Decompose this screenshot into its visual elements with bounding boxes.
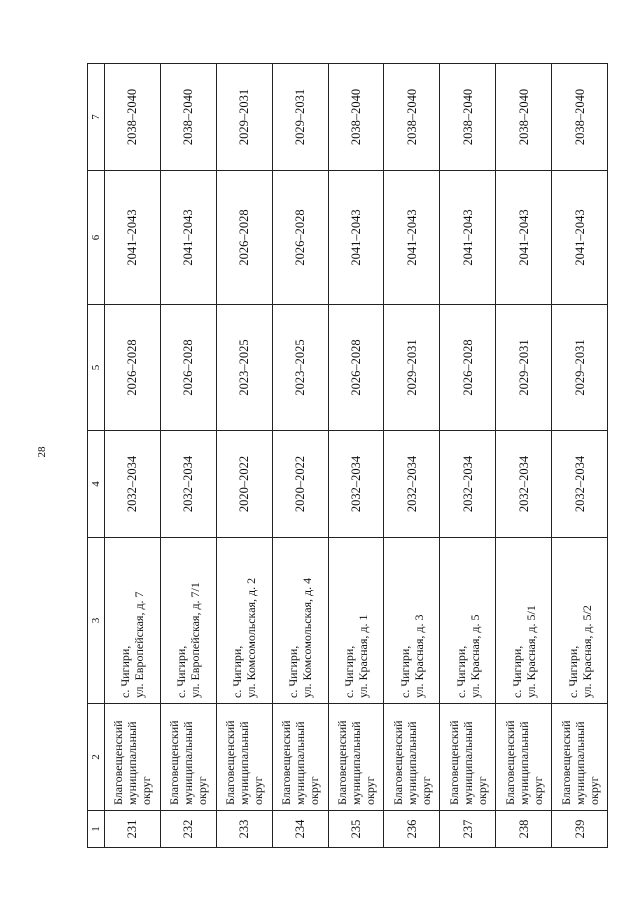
address-cell	[440, 538, 496, 704]
table-row	[384, 64, 440, 848]
column-header: 7	[88, 64, 105, 171]
address-cell	[216, 538, 272, 704]
table-row	[328, 64, 384, 848]
district-line: округ	[586, 776, 601, 805]
address-line: ул. Красная, д. 5	[467, 614, 482, 698]
address-line: ул. Комсомольская, д. 2	[244, 577, 259, 698]
period-col-7: 2038–2040	[440, 64, 496, 171]
district-line: округ	[139, 776, 154, 805]
district-cell	[272, 704, 328, 811]
table-row	[496, 64, 552, 848]
district-cell	[160, 704, 216, 811]
address-line: с. Чигири,	[174, 645, 189, 698]
row-number: 234	[272, 811, 328, 848]
district-cell	[552, 704, 608, 811]
address-line: ул. Красная, д. 5/1	[523, 605, 538, 698]
row-number: 236	[384, 811, 440, 848]
period-col-7: 2038–2040	[328, 64, 384, 171]
period-col-6: 2041–2043	[328, 171, 384, 305]
row-number: 237	[440, 811, 496, 848]
address-cell	[384, 538, 440, 704]
address-cell	[328, 538, 384, 704]
period-col-4: 2032–2034	[496, 431, 552, 538]
period-col-6: 2041–2043	[105, 171, 161, 305]
district-line: Благовещенский	[390, 720, 405, 805]
period-col-4: 2020–2022	[216, 431, 272, 538]
schedule-table	[87, 63, 608, 848]
address-cell	[272, 538, 328, 704]
period-col-4: 2032–2034	[440, 431, 496, 538]
period-col-5: 2026–2028	[440, 305, 496, 431]
address-line: с. Чигири,	[341, 645, 356, 698]
address-line: ул. Красная, д. 1	[355, 614, 370, 698]
district-cell	[216, 704, 272, 811]
period-col-4: 2032–2034	[328, 431, 384, 538]
district-line: Благовещенский	[111, 720, 126, 805]
district-line: Благовещенский	[223, 720, 238, 805]
period-col-4: 2020–2022	[272, 431, 328, 538]
address-cell	[552, 538, 608, 704]
table-row	[160, 64, 216, 848]
address-cell	[105, 538, 161, 704]
district-line: муниципальный	[348, 721, 363, 805]
column-header: 3	[88, 538, 105, 704]
row-number: 232	[160, 811, 216, 848]
period-col-7: 2029–2031	[216, 64, 272, 171]
table-row	[272, 64, 328, 848]
period-col-7: 2038–2040	[552, 64, 608, 171]
district-line: округ	[474, 776, 489, 805]
district-line: округ	[307, 776, 322, 805]
address-line: с. Чигири,	[397, 645, 412, 698]
row-number: 235	[328, 811, 384, 848]
table-row	[552, 64, 608, 848]
column-header: 2	[88, 704, 105, 811]
address-line: с. Чигири,	[453, 645, 468, 698]
period-col-7: 2038–2040	[105, 64, 161, 171]
column-header: 5	[88, 305, 105, 431]
period-col-7: 2038–2040	[384, 64, 440, 171]
period-col-5: 2023–2025	[272, 305, 328, 431]
period-col-5: 2029–2031	[496, 305, 552, 431]
district-line: Благовещенский	[279, 720, 294, 805]
period-col-6: 2041–2043	[160, 171, 216, 305]
address-line: с. Чигири,	[286, 645, 301, 698]
period-col-6: 2041–2043	[384, 171, 440, 305]
table-row	[105, 64, 161, 848]
district-line: округ	[530, 776, 545, 805]
period-col-4: 2032–2034	[160, 431, 216, 538]
district-cell	[440, 704, 496, 811]
period-col-6: 2041–2043	[496, 171, 552, 305]
row-number: 238	[496, 811, 552, 848]
header-row	[88, 64, 105, 848]
district-line: округ	[251, 776, 266, 805]
district-cell	[496, 704, 552, 811]
address-line: ул. Комсомольская, д. 4	[300, 577, 315, 698]
address-cell	[496, 538, 552, 704]
district-line: муниципальный	[293, 721, 308, 805]
district-line: Благовещенский	[334, 720, 349, 805]
district-line: округ	[195, 776, 210, 805]
district-line: муниципальный	[181, 721, 196, 805]
row-number: 231	[105, 811, 161, 848]
address-line: ул. Красная, д. 5/2	[579, 605, 594, 698]
period-col-6: 2041–2043	[552, 171, 608, 305]
district-cell	[328, 704, 384, 811]
period-col-5: 2026–2028	[160, 305, 216, 431]
period-col-4: 2032–2034	[105, 431, 161, 538]
period-col-7: 2038–2040	[160, 64, 216, 171]
period-col-5: 2026–2028	[328, 305, 384, 431]
table-row	[216, 64, 272, 848]
address-line: с. Чигири,	[565, 645, 580, 698]
period-col-6: 2026–2028	[216, 171, 272, 305]
district-cell	[105, 704, 161, 811]
address-line: ул. Европейская, д. 7/1	[188, 582, 203, 698]
rotated-table-container	[87, 64, 608, 848]
row-number: 239	[552, 811, 608, 848]
address-cell	[160, 538, 216, 704]
district-line: Благовещенский	[558, 720, 573, 805]
period-col-4: 2032–2034	[384, 431, 440, 538]
period-col-7: 2029–2031	[272, 64, 328, 171]
district-line: муниципальный	[516, 721, 531, 805]
district-line: округ	[418, 776, 433, 805]
address-line: ул. Красная, д. 3	[411, 614, 426, 698]
column-header: 6	[88, 171, 105, 305]
period-col-7: 2038–2040	[496, 64, 552, 171]
district-line: муниципальный	[404, 721, 419, 805]
district-line: муниципальный	[572, 721, 587, 805]
district-line: Благовещенский	[446, 720, 461, 805]
table-body	[88, 64, 608, 848]
period-col-5: 2029–2031	[552, 305, 608, 431]
period-col-5: 2026–2028	[105, 305, 161, 431]
district-line: Благовещенский	[167, 720, 182, 805]
period-col-6: 2041–2043	[440, 171, 496, 305]
period-col-5: 2023–2025	[216, 305, 272, 431]
district-line: муниципальный	[237, 721, 252, 805]
address-line: ул. Европейская, д. 7	[132, 591, 147, 698]
district-cell	[384, 704, 440, 811]
row-number: 233	[216, 811, 272, 848]
address-line: с. Чигири,	[230, 645, 245, 698]
district-line: муниципальный	[125, 721, 140, 805]
table-row	[440, 64, 496, 848]
address-line: с. Чигири,	[509, 645, 524, 698]
period-col-6: 2026–2028	[272, 171, 328, 305]
page-number: 28	[36, 446, 48, 458]
address-line: с. Чигири,	[118, 645, 133, 698]
district-line: округ	[362, 776, 377, 805]
period-col-5: 2029–2031	[384, 305, 440, 431]
district-line: муниципальный	[460, 721, 475, 805]
district-line: Благовещенский	[502, 720, 517, 805]
column-header: 1	[88, 811, 105, 848]
column-header: 4	[88, 431, 105, 538]
period-col-4: 2032–2034	[552, 431, 608, 538]
